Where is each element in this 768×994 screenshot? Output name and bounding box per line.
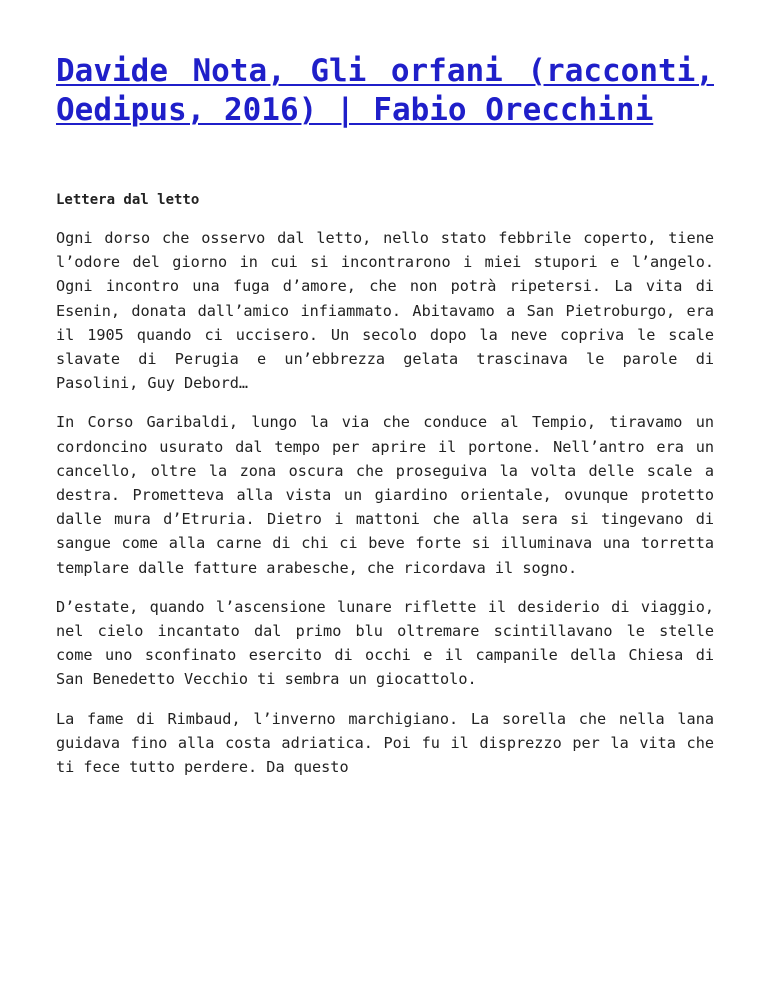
paragraph-3: D’estate, quando l’ascensione lunare riflette il desiderio di viaggio, nel cielo incantato dal primo blu oltremare scintillavano le stelle come uno sconfinato esercito di occhi e il campanile della Chiesa di San Benedetto Vecchio ti sembra un giocattolo. [56,597,714,689]
article-title-link[interactable]: Davide Nota, Gli orfani (racconti, Oedipus, 2016) | Fabio Orecchini [56,53,714,128]
paragraph-1: Ogni dorso che osservo dal letto, nello stato febbrile coperto, tiene l’odore del giorno in cui si incontrarono i miei stupori e l’angelo. Ogni incontro una fuga d’amore, che non potrà ripetersi. La vita di Esenin, donata dall’amico infiammato. Abitavamo a San Pietroburgo, era il 1905 quando ci uccisero. Un secolo dopo la neve copriva le scale slavate di Perugia e un’ebbrezza gelata trascinava le parole di Pasolini, Guy Debord… [56,229,714,393]
article-title [56,52,714,130]
paragraph-2: In Corso Garibaldi, lungo la via che conduce al Tempio, tiravamo un cordoncino usurato dal tempo per aprire il portone. Nell’antro era un cancello, oltre la zona oscura che proseguiva la volta delle scale a destra. Prometteva alla vista un giardino orientale, ovunque protetto dalle mura d’Etruria. Dietro i mattoni che alla sera si tingevano di sangue come alla carne di chi ci beve forte si illuminava una torretta templare dalle fatture arabesche, che ricordava il sogno. [56,413,714,577]
paragraph-4: La fame di Rimbaud, l’inverno marchigiano. La sorella che nella lana guidava fino alla costa adriatica. Poi fu il disprezzo per la vita che ti fece tutto perdere. Da questo [56,709,714,777]
section-title: Lettera dal letto [56,192,200,208]
article [56,52,714,794]
